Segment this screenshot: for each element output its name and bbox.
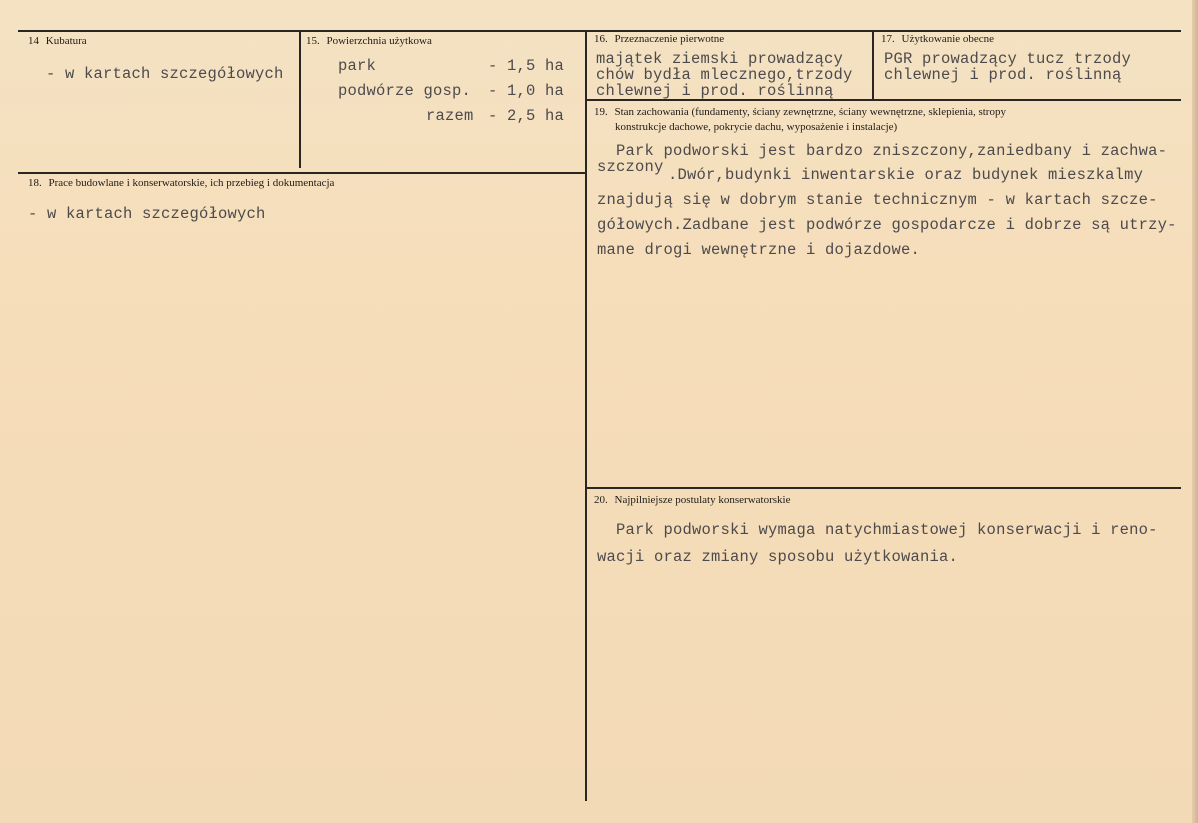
field-20-line-2: wacji oraz zmiany sposobu użytkowania. <box>597 548 959 566</box>
divider-14-15 <box>299 31 301 168</box>
rule-below-14-15 <box>18 172 586 174</box>
field-14-number: 14 <box>28 35 39 47</box>
field-19-title-2: konstrukcje dachowe, pokrycie dachu, wyposażenie i instalacje) <box>615 121 898 133</box>
card-edge <box>1192 0 1198 823</box>
field-17-line-2: chlewnej i prod. roślinną <box>884 66 1122 84</box>
field-19-label <box>594 106 1006 118</box>
field-19-number: 19. <box>594 106 608 118</box>
field-18-value: - w kartach szczegółowych <box>28 205 266 223</box>
field-17-title: Użytkowanie obecne <box>901 33 995 45</box>
field-16-label <box>594 33 724 45</box>
field-19-line-4: gółowych.Zadbane jest podwórze gospodarcze i dobrze są utrzy- <box>597 216 1177 234</box>
field-20-line-1: Park podworski wymaga natychmiastowej konserwacji i reno- <box>597 521 1158 539</box>
field-19-line-2a: szczony <box>597 158 664 176</box>
field-16-title: Przeznaczenie pierwotne <box>614 33 725 45</box>
field-16-number: 16. <box>594 33 608 45</box>
field-20-title: Najpilniejsze postulaty konserwatorskie <box>614 494 791 506</box>
field-20-number: 20. <box>594 494 608 506</box>
field-18-number: 18. <box>28 177 42 189</box>
field-15-number: 15. <box>306 35 320 47</box>
field-19-line-1: Park podworski jest bardzo zniszczony,zaniedbany i zachwa- <box>597 142 1168 160</box>
field-17-line-1: PGR prowadzący tucz trzody <box>884 50 1132 68</box>
field-14-title: Kubatura <box>45 35 87 47</box>
field-15-row-total-label: razem <box>426 107 474 125</box>
field-19-line-2b: .Dwór,budynki inwentarskie oraz budynek mieszkalmy <box>668 166 1144 184</box>
field-19-line-3: znajdują się w dobrym stanie technicznym - w kartach szcze- <box>597 191 1158 209</box>
field-15-label <box>306 35 432 47</box>
field-15-title: Powierzchnia użytkowa <box>326 35 432 47</box>
rule-above-20 <box>586 487 1181 489</box>
field-19-line-5: mane drogi wewnętrzne i dojazdowe. <box>597 241 921 259</box>
field-18-label <box>28 177 334 189</box>
field-17-number: 17. <box>881 33 895 45</box>
field-14-label <box>28 35 87 47</box>
center-divider <box>585 31 587 801</box>
field-20-label <box>594 494 790 506</box>
field-15-row-park-value: - 1,5 ha <box>488 57 565 75</box>
divider-16-17 <box>872 31 874 99</box>
field-19-title-1: Stan zachowania (fundamenty, ściany zewnętrzne, ściany wewnętrzne, sklepienia, stropy <box>614 106 1006 118</box>
field-17-label <box>881 33 994 45</box>
field-14-value: - w kartach szczegółowych <box>46 65 284 83</box>
top-rule <box>18 30 1181 32</box>
field-16-line-3: chlewnej i prod. roślinną <box>596 82 834 100</box>
field-18-title: Prace budowlane i konserwatorskie, ich przebieg i dokumentacja <box>48 177 335 189</box>
field-15-row-yard-value: - 1,0 ha <box>488 82 565 100</box>
field-15-row-total-value: - 2,5 ha <box>488 107 565 125</box>
field-16-line-2: chów bydła mlecznego,trzody <box>596 66 853 84</box>
field-15-row-park-label: park <box>338 57 377 75</box>
field-15-row-yard-label: podwórze gosp. <box>338 82 472 100</box>
field-16-line-1: majątek ziemski prowadzący <box>596 50 844 68</box>
